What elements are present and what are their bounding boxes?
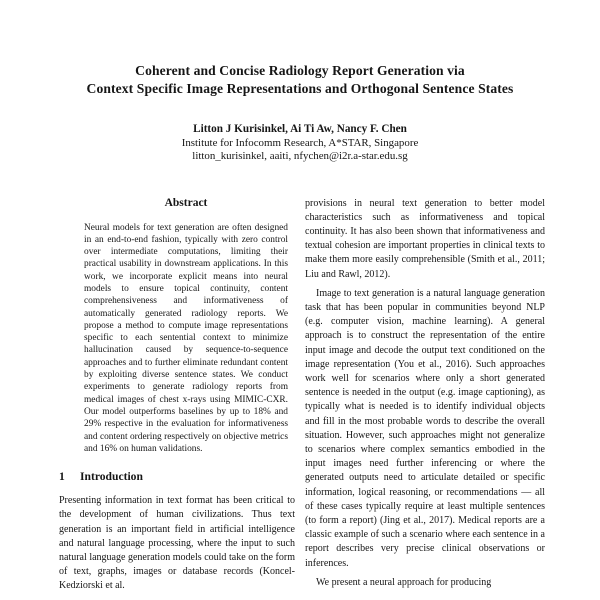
right-column-paragraph-3: We present a neural approach for producing xyxy=(316,576,492,588)
left-column xyxy=(59,197,295,594)
paper-header xyxy=(0,0,600,164)
right-column-paragraph-2: Image to text generation is a natural language generation task that has been popular in communities beyond NLP (e.g. computer vision, machine learning). A general approach is to construct the representation of the entire input image and decode the output text conditioned on the image representation (You et al., 2016). Such approaches work well for scenarios where only a short generated sentence is needed in the output (e.g. image captioning), as typically what is needed is to identify individual objects and fill in the most probable words to describe the overall situation. However, such approaches might not generalize to scenarios where complex semantics embodied in the input images need further inferencing or where the generated outputs need to articulate detailed or specific information, logical reasoning, or recommendations — all of these cases typically require at least multiple sentences (to form a report) (Jing et al., 2017). Medical reports are a classic example of such a scenario where each sentence in a report describes very precise clinical observations or inferences. xyxy=(305,287,545,569)
section-heading-introduction xyxy=(59,470,295,483)
section-title: Introduction xyxy=(80,470,143,484)
abstract-text: Neural models for text generation are often designed in an end-to-end fashion, typically with zero control over intermediate computations, limiting their practical usability in downstream applications. In this work, we incorporate explicit means into neural models to ensure topical continuity, content comprehensiveness and informativeness of automatically generated radiology reports. We propose a method to compute image representations specific to each sentential context to minimize hallucination caused by sequence-to-sequence approaches and to further eliminate redundant content by exploiting diverse sentence states. We conduct experiments to generate radiology reports from medical images of chest x-rays using MIMIC-CXR. Our model outperforms baselines by up to 18% and 29% respective in the evaluation for informativeness and content ordering respectively on objective metrics and 16% on human validations. xyxy=(84,222,288,454)
introduction-paragraph: Presenting information in text format has been critical to the development of human civilizations. Thus text generation is an important field in artificial intelligence and natural language processing, where the input to such natural language generation models could take on the form of text, graphs, images or database records (Koncel-Kedziorski et al. xyxy=(59,495,295,592)
title-line-1: Coherent and Concise Radiology Report Generation via xyxy=(135,63,465,78)
right-column-paragraph-1: provisions in neural text generation to better model characteristics such as informativeness and topical continuity. It has also been shown that informativeness and textual cohesion are important properties in clinical texts to make them more easily comprehensible (Smith et al., 2011; Liu and Rawl, 2012). xyxy=(305,197,545,280)
section-number: 1 xyxy=(59,470,65,484)
two-column-body xyxy=(0,197,600,594)
authors-line: Litton J Kurisinkel, Ai Ti Aw, Nancy F. Chen xyxy=(193,123,407,135)
right-column xyxy=(305,197,545,590)
abstract-section xyxy=(84,197,288,456)
affiliation-line: Institute for Infocomm Research, A*STAR, Singapore xyxy=(181,136,419,149)
email-line: litton_kurisinkel, aaiti, nfychen@i2r.a-star.edu.sg xyxy=(192,150,408,162)
paper-title xyxy=(0,62,600,97)
title-line-2: Context Specific Image Representations and Orthogonal Sentence States xyxy=(86,80,514,96)
abstract-heading: Abstract xyxy=(164,196,208,209)
